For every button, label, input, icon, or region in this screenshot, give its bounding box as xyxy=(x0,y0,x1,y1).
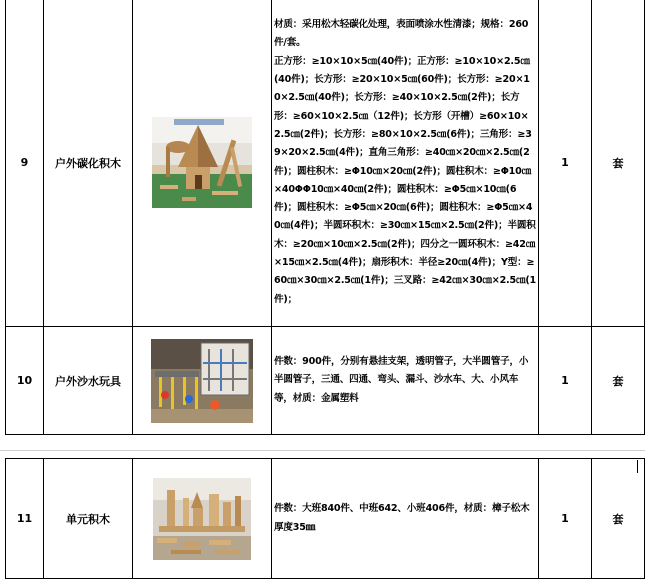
row-number: 9 xyxy=(6,0,44,327)
item-table-lower xyxy=(5,458,645,579)
item-description: 材质：采用松木轻碳化处理，表面喷涂水性清漆；规格：260件/套。 正方形：≥10×10×5㎝(40件)；正方形：≥10×10×2.5㎝(40件)；长方形：≥20×10×5㎝(60件)；长方形：≥20×10×2.5㎝(40件)；长方形：≥40×10×2.5㎝(2件)；长方形：≥60×10×2.5㎝（12件)；长方形（开槽）≥60×10×2.5㎝(2件)；长方形：≥80×10×2.5㎝(6件)；三角形：≥39×20×2.5㎝(4件)；直角三角形：≥40㎝×20㎝×2.5㎝(2件)；圆柱积木：≥Φ10㎝×20㎝(2件)；圆柱积木：≥Φ10㎝×40ΦΦ10㎝×40㎝(2件)；圆柱积木：≥Φ5㎝×10㎝(6件)；圆柱积木：≥Φ5㎝×20㎝(6件)；圆柱积木：≥Φ5㎝×40㎝(4件)；半圆环积木：≥30㎝×15㎝×2.5㎝(2件)；半圆积木：≥20㎝×10㎝×2.5㎝(2件)；四分之一圆环积木：≥42㎝×15㎝×2.5㎝(4件)；扇形积木：半径≥20㎝(4件)；Y型：≥60㎝×30㎝×2.5㎝(1件)；三叉路：≥42㎝×30㎝×2.5㎝(1件)； xyxy=(274,19,537,305)
page-break-line xyxy=(0,450,645,451)
item-quantity: 1 xyxy=(539,0,592,327)
item-quantity: 1 xyxy=(539,459,592,579)
item-description: 件数：900件，分别有悬挂支架，透明管子，大半圆管子，小半圆管子，三通、四通、弯头、漏斗、沙水车、大、小风车等，材质：金属塑料 xyxy=(274,356,529,404)
item-description-cell xyxy=(272,327,539,435)
unit-block-castle-photo xyxy=(153,478,251,560)
item-description-cell xyxy=(272,459,539,579)
item-description-cell xyxy=(272,0,539,327)
item-unit: 套 xyxy=(592,327,645,435)
row-number: 10 xyxy=(6,327,44,435)
item-name: 户外碳化积木 xyxy=(44,0,133,327)
item-photo-cell xyxy=(133,327,272,435)
item-name: 户外沙水玩具 xyxy=(44,327,133,435)
sand-water-toy-rack-photo xyxy=(151,339,253,423)
table-row xyxy=(6,327,645,435)
item-table-upper xyxy=(5,0,645,435)
item-photo-cell xyxy=(133,0,272,327)
outdoor-wooden-block-structure-photo xyxy=(152,117,252,208)
row-number: 11 xyxy=(6,459,44,579)
item-unit: 套 xyxy=(592,459,645,579)
table-row xyxy=(6,459,645,579)
text-cursor xyxy=(637,460,638,473)
table-row xyxy=(6,0,645,327)
item-name: 单元积木 xyxy=(44,459,133,579)
item-unit: 套 xyxy=(592,0,645,327)
item-description: 件数：大班840件、中班642、小班406件，材质：樟子松木厚度35㎜ xyxy=(274,503,530,533)
item-quantity: 1 xyxy=(539,327,592,435)
item-photo-cell xyxy=(133,459,272,579)
